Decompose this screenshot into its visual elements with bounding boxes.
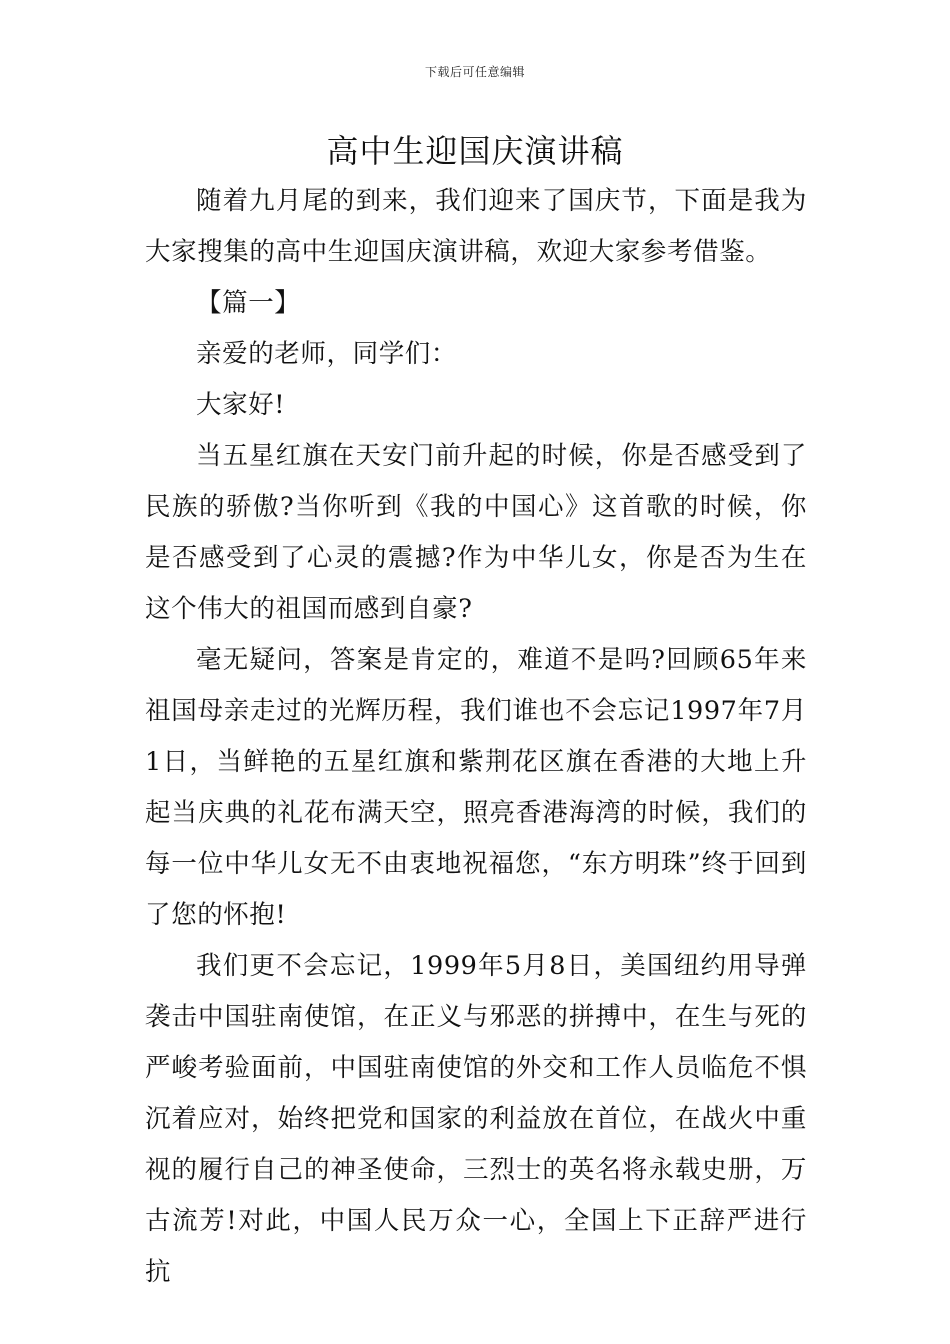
paragraph-body-2: 毫无疑问，答案是肯定的，难道不是吗?回顾65年来祖国母亲走过的光辉历程，我们谁也不会忘记1997年7月1日，当鲜艳的五星红旗和紫荆花区旗在香港的大地上升起当庆典的礼花布满天空，照亮香港海湾的时候，我们的每一位中华儿女无不由衷地祝福您，“东方明珠”终于回到了您的怀抱! — [145, 645, 807, 930]
paragraph-body-3: 我们更不会忘记，1999年5月8日，美国纽约用导弹袭击中国驻南使馆，在正义与邪恶的拼搏中，在生与死的严峻考验面前，中国驻南使馆的外交和工作人员临危不惧沉着应对，始终把党和国家的利益放在首位，在战火中重视的履行自己的神圣使命，三烈士的英名将永载史册，万古流芳!对此，中国人民万众一心，全国上下正辞严进行抗 — [145, 951, 807, 1287]
document-body — [145, 176, 807, 1298]
paragraph-intro: 随着九月尾的到来，我们迎来了国庆节，下面是我为大家搜集的高中生迎国庆演讲稿，欢迎大家参考借鉴。 — [145, 186, 807, 267]
paragraph-section-heading: 【篇一】 — [196, 288, 301, 318]
paragraph-body-1: 当五星红旗在天安门前升起的时候，你是否感受到了民族的骄傲?当你听到《我的中国心》这首歌的时候，你是否感受到了心灵的震撼?作为中华儿女，你是否为生在这个伟大的祖国而感到自豪? — [145, 441, 807, 624]
paragraph-greeting: 大家好! — [196, 390, 286, 420]
document-title: 高中生迎国庆演讲稿 — [326, 132, 624, 170]
header-note: 下载后可任意编辑 — [424, 65, 525, 79]
paragraph-salutation: 亲爱的老师，同学们： — [196, 339, 458, 369]
